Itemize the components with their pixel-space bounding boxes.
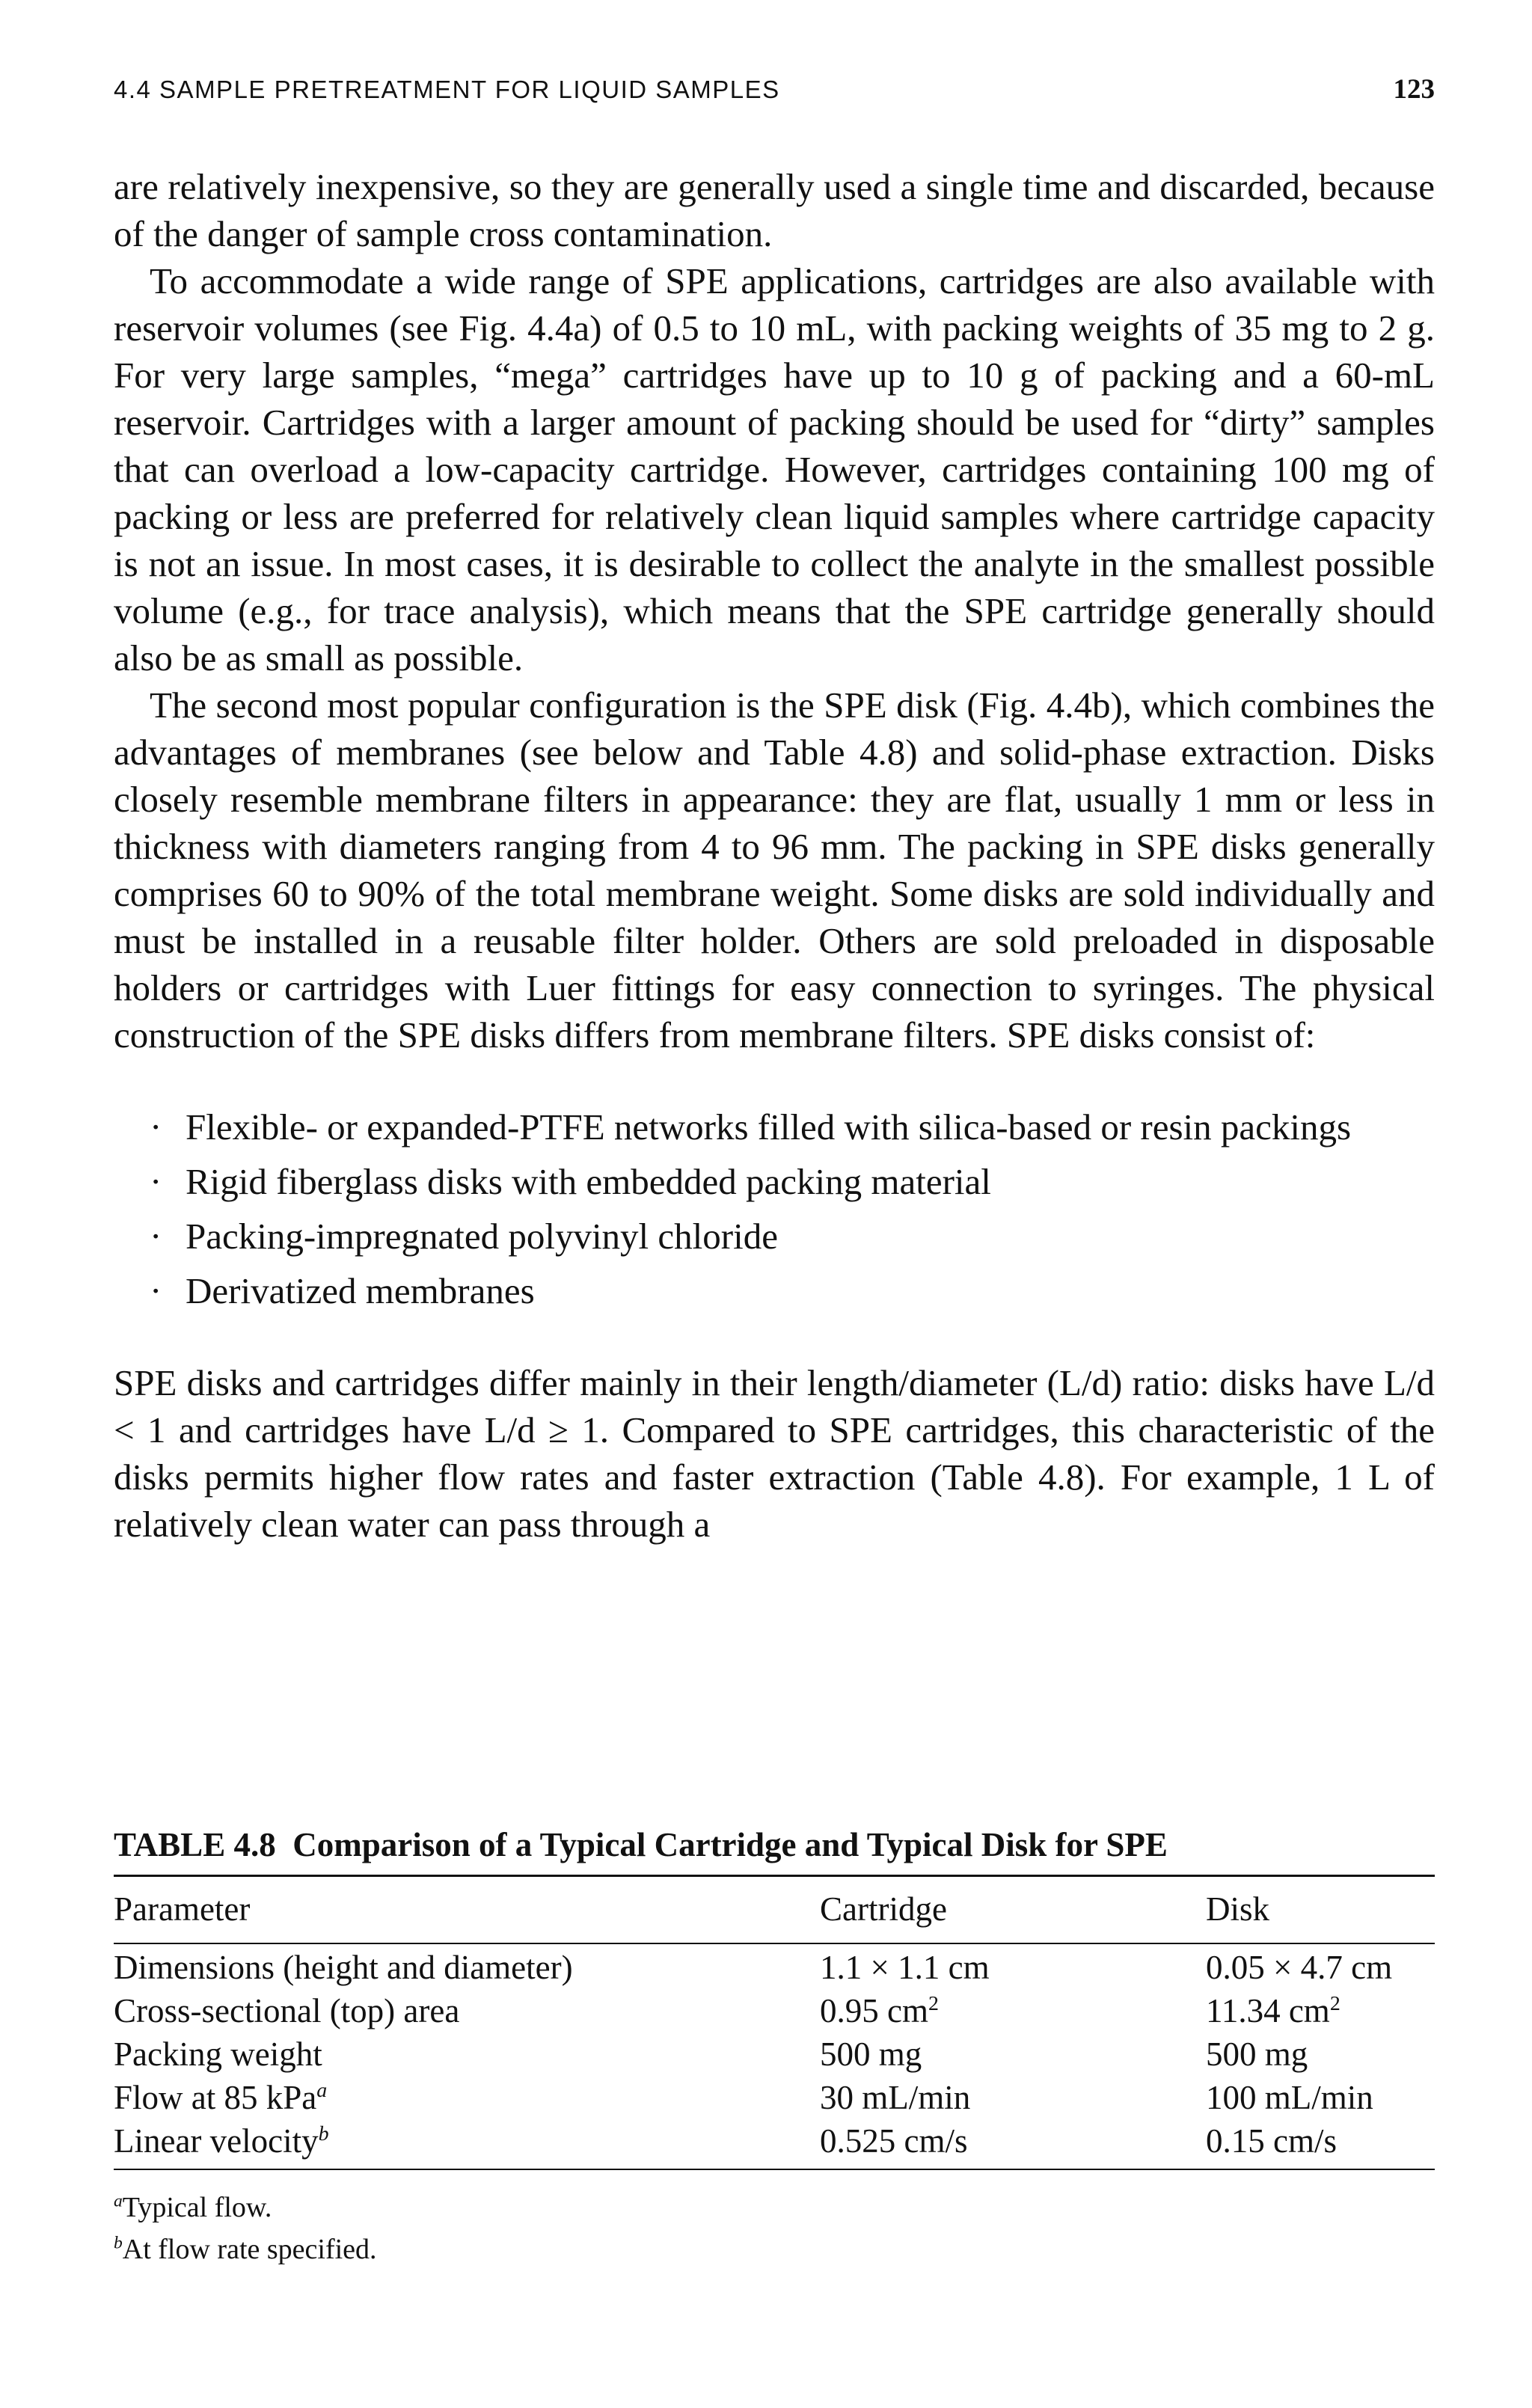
table-row [114, 2119, 1435, 2163]
table-footnotes [114, 2187, 1435, 2270]
table-cell: Packing weight [114, 2035, 322, 2073]
disk-types-list [114, 1103, 1435, 1314]
paragraph-continuation: are relatively inexpensive, so they are generally used a single time and discarded, because of the danger of sample cross contamination. [114, 166, 1435, 254]
table-label: TABLE 4.8 [114, 1826, 276, 1863]
table-cell: 500 mg [1206, 2035, 1308, 2073]
bullet-icon: · [150, 1270, 162, 1311]
list-item: · Derivatized membranes [150, 1267, 1435, 1314]
bullet-icon: · [150, 1106, 162, 1148]
paragraph-cartridge-sizes: To accommodate a wide range of SPE applications, cartridges are also available with reservoir volumes (see Fig. 4.4a) of 0.5 to 10 mL, with packing weights of 35 mg to 2 g. For very large samples, “mega” cartridges have up to 10 g of packing and a 60-mL reservoir. Cartridges with a larger amount of packing should be used for “dirty” samples that can overload a low-capacity cartridge. However, cartridges containing 100 mg of packing or less are preferred for relatively clean liquid samples where cartridge capacity is not an issue. In most cases, it is desirable to collect the analyte in the smallest possible volume (e.g., for trace analysis), which means that the SPE cartridge generally should also be as small as possible. [114, 260, 1435, 678]
table-bottom-rule [114, 2169, 1435, 2170]
table-cell: 0.05 × 4.7 cm [1206, 1949, 1393, 1986]
table-cell: Flow at 85 kPa$^a$ [114, 2079, 328, 2116]
table-cell: Cross-sectional (top) area [114, 1992, 460, 2029]
table-cell: 30 mL/min [820, 2079, 971, 2116]
table-cell: 11.34 $cm^2$ [1206, 1992, 1340, 2029]
list-item: · Packing-impregnated polyvinyl chloride [150, 1213, 1435, 1260]
comparison-table [114, 1877, 1435, 2163]
table-row [114, 1989, 1435, 2032]
table-cell: 0.525 cm/s [820, 2122, 968, 2160]
table-caption [114, 1825, 1435, 1864]
column-header: Cartridge [820, 1890, 947, 1928]
table-header-row [114, 1877, 1435, 1941]
table-cell: 0.15 cm/s [1206, 2122, 1337, 2160]
footnote: $^a$Typical flow. [114, 2191, 272, 2223]
table-cell: 1.1 × 1.1 cm [820, 1949, 990, 1986]
paragraph-spe-disk: The second most popular configuration is the SPE disk (Fig. 4.4b), which combines the advantages of membranes (see below and Table 4.8) and solid-phase extraction. Disks closely resemble membrane filters in appearance: they are flat, usually 1 mm or less in thickness with diameters ranging from 4 to 96 mm. The packing in SPE disks generally comprises 60 to 90% of the total membrane weight. Some disks are sold individually and must be installed in a reusable filter holder. Others are sold preloaded in disposable holders or cartridges with Luer fittings for easy connection to syringes. The physical construction of the SPE disks differs from membrane filters. SPE disks consist of: [114, 684, 1435, 1056]
table-cell: 100 mL/min [1206, 2079, 1373, 2116]
page-header [114, 73, 1435, 118]
table-row [114, 2076, 1435, 2119]
page-number: 123 [1393, 74, 1435, 105]
bullet-icon: · [150, 1216, 162, 1257]
column-header: Disk [1206, 1890, 1270, 1928]
table-title: Comparison of a Typical Cartridge and Typical Disk for SPE [292, 1826, 1168, 1863]
table-row [114, 2032, 1435, 2076]
list-item: · Flexible- or expanded-PTFE networks filled with silica-based or resin packings [150, 1103, 1435, 1151]
header-rule [114, 1943, 1435, 1944]
table-cell: 0.95 $cm^2$ [820, 1992, 939, 2029]
footnote: $^b$At flow rate specified. [114, 2233, 377, 2265]
table-cell: 500 mg [820, 2035, 922, 2073]
body-text [114, 163, 1435, 1548]
running-head: 4.4 SAMPLE PRETREATMENT FOR LIQUID SAMPLES [114, 76, 780, 103]
column-header: Parameter [114, 1890, 251, 1928]
paragraph-ld-ratio: SPE disks and cartridges differ mainly in their length/diameter (L/d) ratio: disks have L/d < 1 and cartridges have L/d ≥ 1. Compared to SPE cartridges, this characteristic of the disks permits higher flow rates and faster extraction (Table 4.8). For example, 1 L of relatively clean water can pass through a [114, 1362, 1435, 1545]
table-4-8 [114, 1825, 1435, 2270]
list-item: · Rigid fiberglass disks with embedded packing material [150, 1158, 1435, 1205]
table-row [114, 1946, 1435, 1989]
bullet-icon: · [150, 1161, 162, 1202]
table-cell: Dimensions (height and diameter) [114, 1949, 573, 1986]
table-cell: Linear velocity$^b$ [114, 2122, 329, 2160]
